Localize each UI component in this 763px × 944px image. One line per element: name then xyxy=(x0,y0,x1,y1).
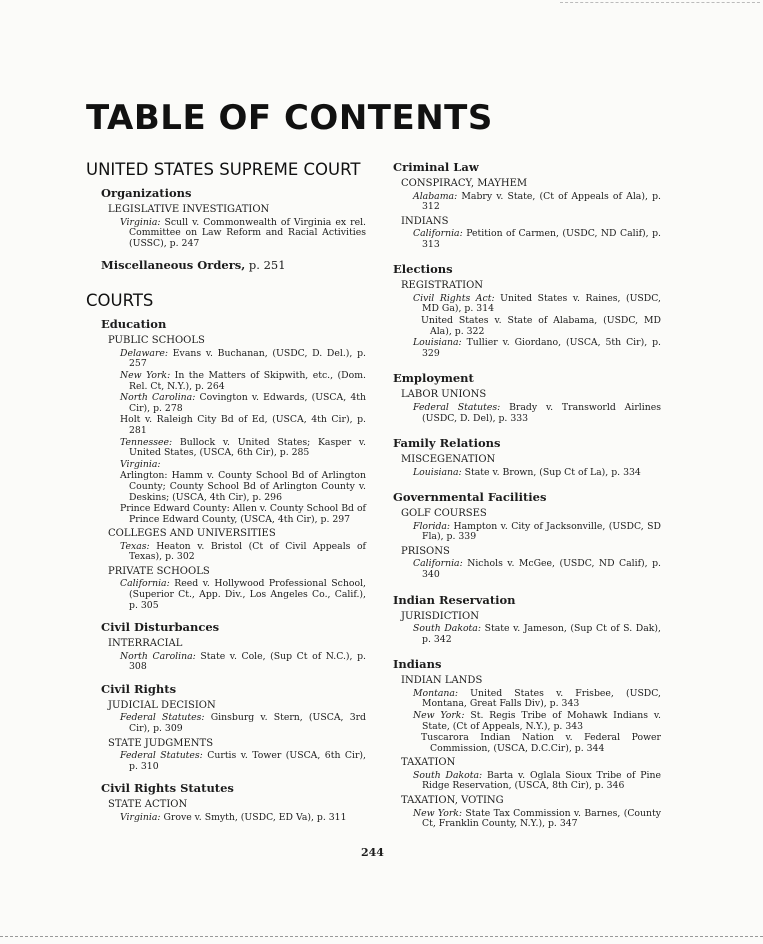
jurisdiction: New York: xyxy=(120,369,171,381)
jurisdiction: Louisiana: xyxy=(413,466,462,478)
toc-entry xyxy=(120,652,366,673)
case-citation: Ginsburg v. Stern, (USCA, 3rd Cir), p. 309 xyxy=(129,712,366,735)
toc-entry xyxy=(120,371,366,392)
jurisdiction: Virginia: xyxy=(120,811,161,823)
case-citation: Heaton v. Bristol (Ct of Civil Appeals of Texas), p. 302 xyxy=(129,540,366,563)
toc-entry xyxy=(421,733,661,754)
category-organizations: Organizations xyxy=(101,186,192,200)
category-employment: Employment xyxy=(393,371,474,386)
category-miscellaneous-orders xyxy=(101,258,366,273)
toc-entry xyxy=(413,192,661,213)
page-number: 244 xyxy=(361,846,384,859)
subcategory-state-judgments: STATE JUDGMENTS xyxy=(108,737,214,749)
case-citation: Grove v. Smyth, (USDC, ED Va), p. 311 xyxy=(160,811,347,823)
toc-entry xyxy=(120,218,366,250)
category-education: Education xyxy=(101,317,167,332)
jurisdiction: Florida: xyxy=(413,520,451,532)
case-citation: Tullier v. Giordano, (USCA, 5th Cir), p. 329 xyxy=(422,337,661,359)
toc-entry xyxy=(120,460,366,471)
toc-entry xyxy=(413,624,661,645)
case-citation: Covington v. Edwards, (USCA, 4th Cir), p. 278 xyxy=(129,392,366,414)
toc-entry xyxy=(120,579,366,611)
toc-entry xyxy=(120,713,366,734)
case-citation: Reed v. Hollywood Professional School, (Superior Ct., App. Div., Los Angeles Co., Calif.), p. 305 xyxy=(129,578,366,611)
subcategory-indian-lands: INDIAN LANDS xyxy=(401,675,483,687)
case-citation: United States v. State of Alabama, (USDC, MD Ala), p. 322 xyxy=(421,315,661,337)
subcategory-conspiracy-mayhem: CONSPIRACY, MAYHEM xyxy=(401,178,528,189)
case-citation: Evans v. Buchanan, (USDC, D. Del.), p. 257 xyxy=(129,347,366,370)
subcategory-indians: INDIANS xyxy=(401,215,449,227)
category-elections: Elections xyxy=(393,262,453,277)
jurisdiction: New York: xyxy=(413,709,465,721)
case-citation: State Tax Commission v. Barnes, (County Ct, Franklin County, N.Y.), p. 347 xyxy=(422,807,661,830)
jurisdiction: South Dakota: xyxy=(413,623,481,635)
jurisdiction: Virginia: xyxy=(120,216,161,228)
case-citation: United States v. Frisbee, (USDC, Montana, Great Falls Div), p. 343 xyxy=(422,687,661,710)
subcategory-labor-unions: LABOR UNIONS xyxy=(401,389,487,401)
subcategory-registration: REGISTRATION xyxy=(401,280,484,292)
subcategory-public-schools: PUBLIC SCHOOLS xyxy=(108,335,205,347)
subcategory-prisons: PRISONS xyxy=(401,545,450,557)
right-column xyxy=(393,160,661,830)
jurisdiction: Virginia: xyxy=(120,458,161,470)
case-citation: Tuscarora Indian Nation v. Federal Power Commission, (USCA, D.C.Cir), p. 344 xyxy=(421,732,661,754)
case-citation: St. Regis Tribe of Mohawk Indians v. State, (Ct of Appeals, N.Y.), p. 343 xyxy=(422,709,661,732)
case-citation: Petition of Carmen, (USDC, ND Calif), p. 313 xyxy=(422,228,661,250)
case-citation: Bullock v. United States; Kasper v. United States, (USCA, 6th Cir), p. 285 xyxy=(129,436,366,459)
page-title: TABLE OF CONTENTS xyxy=(86,98,493,138)
case-citation: Brady v. Transworld Airlines (USDC, D. Del), p. 333 xyxy=(422,401,662,424)
category-civil-disturbances: Civil Disturbances xyxy=(101,620,220,635)
toc-entry xyxy=(120,504,366,525)
jurisdiction: North Carolina: xyxy=(120,650,196,662)
toc-entry xyxy=(413,711,661,732)
toc-entry xyxy=(413,771,661,792)
category-family-relations: Family Relations xyxy=(393,436,501,451)
case-citation: Scull v. Commonwealth of Virginia ex rel. Committee on Law Reform and Racial Activities (USSC), p. 247 xyxy=(129,216,366,249)
case-citation: Mabry v. State, (Ct of Appeals of Ala), p. 312 xyxy=(422,190,661,213)
toc-entry xyxy=(413,522,661,543)
subcategory-taxation: TAXATION xyxy=(401,757,456,769)
subcategory-taxation-voting: TAXATION, VOTING xyxy=(401,795,504,807)
jurisdiction: Delaware: xyxy=(120,347,169,359)
jurisdiction: Federal Statutes: xyxy=(413,401,501,413)
toc-entry xyxy=(120,415,366,436)
category-criminal-law: Criminal Law xyxy=(393,160,479,174)
category-indian-reservation: Indian Reservation xyxy=(393,592,516,607)
category-civil-rights: Civil Rights xyxy=(101,681,177,696)
toc-entry xyxy=(120,438,366,459)
toc-entry xyxy=(120,542,366,563)
case-citation: Curtis v. Tower (USCA, 6th Cir), p. 310 xyxy=(129,750,366,772)
case-citation: Hampton v. City of Jacksonville, (USDC, SD Fla), p. 339 xyxy=(422,520,661,543)
bottom-rule xyxy=(0,936,763,937)
jurisdiction: North Carolina: xyxy=(120,392,196,404)
jurisdiction: Texas: xyxy=(120,540,150,552)
jurisdiction: California: xyxy=(413,558,463,570)
subcategory-judicial-decision: JUDICIAL DECISION xyxy=(108,699,216,711)
toc-entry xyxy=(413,403,661,424)
case-citation: United States v. Raines, (USDC, MD Ga), p. 314 xyxy=(422,292,661,315)
subcategory-state-action: STATE ACTION xyxy=(108,799,188,811)
subcategory-interracial: INTERRACIAL xyxy=(108,638,183,650)
toc-entry xyxy=(120,349,366,370)
case-citation: Prince Edward County: Allen v. County School Bd of Prince Edward County, (USCA, 4th Cir), p. 297 xyxy=(120,503,366,525)
toc-entry xyxy=(413,294,661,315)
toc-entry xyxy=(413,689,661,710)
case-citation: Holt v. Raleigh City Bd of Ed, (USCA, 4th Cir), p. 281 xyxy=(120,414,366,436)
subcategory-legislative-investigation: LEGISLATIVE INVESTIGATION xyxy=(108,204,270,215)
toc-entry xyxy=(421,316,661,337)
toc-entry xyxy=(413,809,661,830)
misc-page: p. 251 xyxy=(245,258,286,273)
jurisdiction: Louisiana: xyxy=(413,337,462,349)
top-rule xyxy=(560,2,760,3)
case-citation: Arlington: Hamm v. County School Bd of Arlington County; County School Bd of Arlington County v. Deskins; (USCA, 4th Cir), p. 296 xyxy=(120,470,366,503)
subcategory-golf-courses: GOLF COURSES xyxy=(401,508,487,520)
case-citation: Barta v. Oglala Sioux Tribe of Pine Ridge Reservation, (USCA, 8th Cir), p. 346 xyxy=(422,769,661,792)
case-citation: State v. Brown, (Sup Ct of La), p. 334 xyxy=(461,466,641,478)
jurisdiction: California: xyxy=(120,578,170,590)
toc-entry xyxy=(413,468,661,479)
toc-entry xyxy=(413,338,661,359)
jurisdiction: New York: xyxy=(413,807,463,819)
toc-entry xyxy=(413,229,661,250)
case-citation: Nichols v. McGee, (USDC, ND Calif), p. 340 xyxy=(422,558,661,580)
subcategory-miscegenation: MISCEGENATION xyxy=(401,454,496,466)
subcategory-jurisdiction: JURISDICTION xyxy=(401,610,479,622)
jurisdiction: South Dakota: xyxy=(413,769,483,781)
left-column xyxy=(86,160,366,823)
jurisdiction: Montana: xyxy=(413,687,459,699)
case-citation: State v. Jameson, (Sup Ct of S. Dak), p. 342 xyxy=(422,623,661,645)
category-governmental-facilities: Governmental Facilities xyxy=(393,490,547,505)
category-civil-rights-statutes: Civil Rights Statutes xyxy=(101,781,234,796)
jurisdiction: Federal Statutes: xyxy=(120,712,205,724)
category-indians: Indians xyxy=(393,657,442,672)
misc-label: Miscellaneous Orders, xyxy=(101,258,246,273)
jurisdiction: Federal Statutes: xyxy=(120,750,203,762)
jurisdiction: Tennessee: xyxy=(120,436,173,448)
jurisdiction: California: xyxy=(413,228,463,240)
toc-entry xyxy=(120,471,366,503)
subcategory-colleges: COLLEGES AND UNIVERSITIES xyxy=(108,528,276,540)
jurisdiction: Alabama: xyxy=(413,190,458,202)
section-heading-courts: COURTS xyxy=(86,291,154,311)
toc-entry xyxy=(413,559,661,580)
case-citation: In the Matters of Skipwith, etc., (Dom. Rel. Ct, N.Y.), p. 264 xyxy=(129,369,367,392)
section-heading-supreme-court: UNITED STATES SUPREME COURT xyxy=(86,160,361,179)
toc-entry xyxy=(120,813,366,824)
toc-entry xyxy=(120,393,366,414)
subcategory-private-schools: PRIVATE SCHOOLS xyxy=(108,565,210,577)
jurisdiction: Civil Rights Act: xyxy=(413,292,495,304)
case-citation: State v. Cole, (Sup Ct of N.C.), p. 308 xyxy=(129,650,366,673)
toc-entry xyxy=(120,751,366,772)
